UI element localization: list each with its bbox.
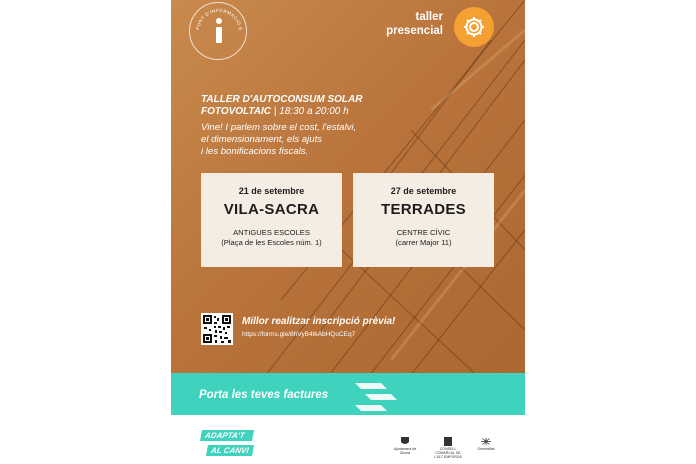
logo-label: Generalitat xyxy=(477,447,495,451)
session-venue xyxy=(201,228,342,248)
session-venue xyxy=(353,228,494,248)
bring-bills-text: Porta les teves factures xyxy=(199,389,329,401)
logo-consell-comarcal xyxy=(431,437,465,459)
session-date: 21 de setembre xyxy=(238,186,305,196)
workshop-intro xyxy=(201,122,421,158)
logo-ajuntament xyxy=(393,437,417,455)
logo-label: Ajuntament de Girona xyxy=(393,447,417,455)
session-date: 27 de setembre xyxy=(390,186,457,196)
format-line-2: presencial xyxy=(386,25,443,37)
venue-address: (Plaça de les Escoles núm. 1) xyxy=(221,238,322,247)
registration-headline: Millor realitzar inscripció prèvia! xyxy=(242,316,396,327)
venue-name: ANTIGUES ESCOLES xyxy=(233,228,310,237)
venue-address: (carrer Major 11) xyxy=(395,238,452,247)
title-line-1: TALLER D'AUTOCONSUM SOLAR xyxy=(201,94,363,105)
generalitat-emblem-icon xyxy=(480,437,492,446)
title-line-2-text: FOTOVOLTAIC xyxy=(201,106,271,117)
intro-line-2: el dimensionament, els ajuts xyxy=(201,134,323,145)
venue-name: CENTRE CÍVIC xyxy=(396,228,451,237)
workshop-title xyxy=(201,94,501,118)
workshop-time: 18:30 a 20:00 h xyxy=(279,106,349,117)
session-card-terrades xyxy=(353,173,494,267)
qr-code[interactable] xyxy=(201,313,233,345)
logo-generalitat xyxy=(471,437,501,451)
gear-badge xyxy=(454,7,494,47)
logo-label: CONSELL COMARCAL DE L'ALT EMPORDÀ xyxy=(434,447,462,459)
arrow-stripes-decoration xyxy=(355,383,415,411)
gear-icon xyxy=(461,14,487,40)
session-town: TERRADES xyxy=(381,201,466,218)
consell-emblem-icon xyxy=(444,437,452,446)
workshop-format-label xyxy=(333,10,443,38)
title-separator: | xyxy=(273,106,277,117)
energy-info-seal xyxy=(189,2,247,60)
format-line-1: taller xyxy=(415,11,443,23)
slogan-line-2: AL CANVI xyxy=(206,445,254,456)
session-card-vila-sacra xyxy=(201,173,342,267)
registration-link[interactable]: https://forms.gle/8hVyB4tkAbHQoCEq7 xyxy=(242,331,356,338)
coat-of-arms-icon xyxy=(401,437,409,446)
intro-line-3: i les bonificacions fiscals. xyxy=(201,146,309,157)
info-icon xyxy=(214,18,224,46)
qr-code-icon xyxy=(201,313,233,345)
title-line-2 xyxy=(201,106,501,118)
intro-line-1: Vine! I parlem sobre el cost, l'estalvi, xyxy=(201,122,357,133)
poster xyxy=(171,0,525,464)
adapt-slogan xyxy=(201,430,253,460)
slogan-line-1: ADAPTA'T xyxy=(200,430,254,441)
svg-text:PUNT D'INFORMACIÓ ENERGÈTICA: PUNT D'INFORMACIÓ E xyxy=(195,7,244,32)
session-town: VILA-SACRA xyxy=(223,201,320,218)
